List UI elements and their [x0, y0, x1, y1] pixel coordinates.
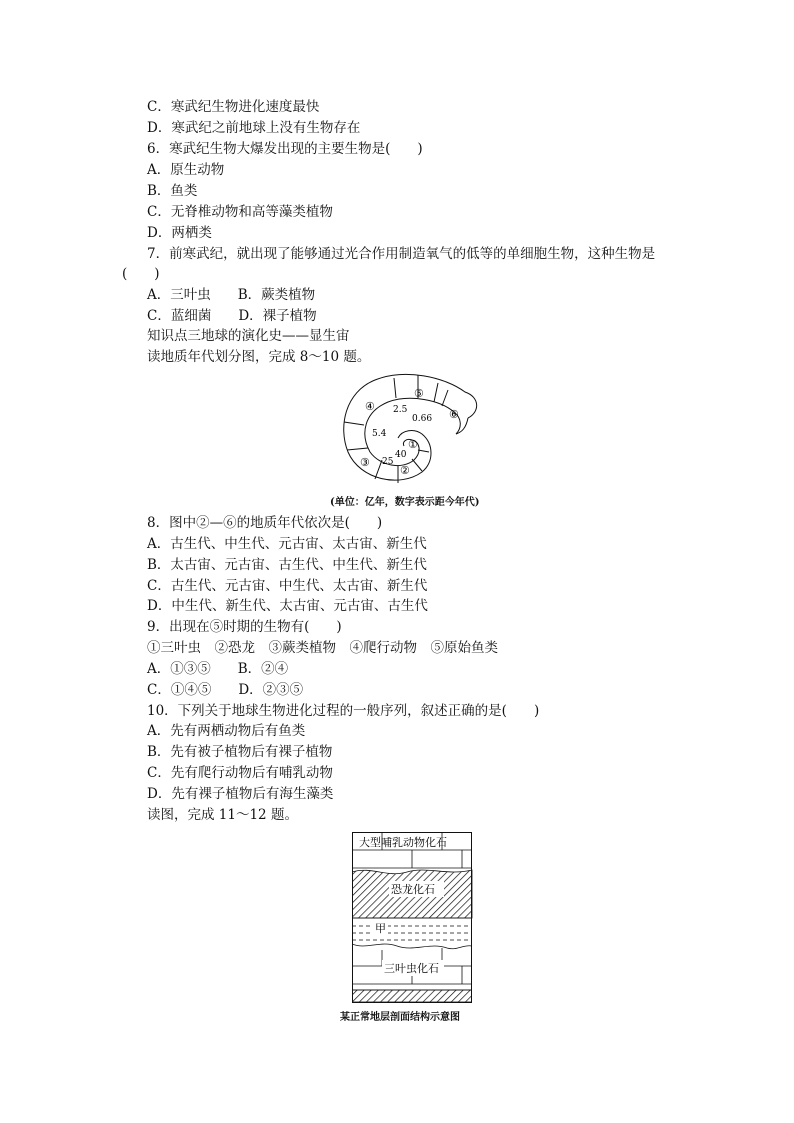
options-cd: C．①④⑤ D．②③⑤ — [147, 682, 304, 698]
question-9-items: ①三叶虫 ②恐龙 ③蕨类植物 ④爬行动物 ⑤原始鱼类 — [147, 640, 498, 656]
option-d: D．先有裸子植物后有海生藻类 — [147, 786, 334, 802]
question-9: 9．出现在⑤时期的生物有( ) — [147, 619, 342, 635]
label-0-66: 0.66 — [412, 414, 433, 424]
option-a: A．古生代、中生代、元古宙、太古宙、新生代 — [147, 536, 427, 552]
label-2-5: 2.5 — [393, 405, 408, 415]
question-8: 8．图中②—⑥的地质年代依次是( ) — [147, 515, 383, 531]
text-line: C．寒武纪生物进化速度最快 — [147, 99, 320, 115]
figure-instruction: 读地质年代划分图，完成 8～10 题。 — [147, 349, 371, 365]
layer-jia: 甲 — [375, 922, 386, 935]
text-line: D．寒武纪之前地球上没有生物存在 — [147, 120, 361, 136]
options-ab: A．①③⑤ B．②④ — [147, 661, 289, 677]
option-a: A．原生动物 — [147, 162, 225, 178]
option-d: D．中生代、新生代、太古宙、元古宙、古生代 — [147, 598, 428, 614]
label-5-4: 5.4 — [372, 429, 387, 439]
label-era-5: ⑤ — [414, 387, 424, 400]
question-6: 6．寒武纪生物大爆发出现的主要生物是( ) — [147, 141, 423, 157]
figure-instruction: 读图，完成 11～12 题。 — [147, 807, 298, 823]
option-b: B．先有被子植物后有裸子植物 — [147, 744, 333, 760]
section-heading: 知识点三地球的演化史——显生宙 — [147, 328, 350, 344]
layer-trilobite-fossils: 三叶虫化石 — [384, 962, 439, 975]
label-40: 40 — [395, 450, 407, 460]
layer-mammal-fossils: 大型哺乳动物化石 — [359, 836, 447, 849]
option-c: C．古生代、元古宙、中生代、太古宙、新生代 — [147, 578, 428, 594]
label-era-2: ② — [400, 464, 410, 477]
label-era-3: ③ — [360, 456, 370, 469]
label-25: 25 — [382, 457, 394, 467]
figure-2-caption: 某正常地层剖面结构示意图 — [340, 1012, 460, 1023]
label-era-1: ① — [408, 438, 418, 451]
geologic-time-figure — [330, 372, 490, 507]
geologic-spiral-diagram — [330, 372, 490, 492]
question-7-bracket: ( ) — [122, 266, 160, 282]
layer-dinosaur-fossils: 恐龙化石 — [391, 883, 435, 896]
strata-figure — [330, 832, 470, 1022]
label-era-6: ⑥ — [449, 408, 459, 421]
strata-section-diagram — [352, 832, 482, 1004]
option-c: C．先有爬行动物后有哺乳动物 — [147, 765, 333, 781]
question-7: 7．前寒武纪，就出现了能够通过光合作用制造氧气的低等的单细胞生物，这种生物是 — [147, 246, 656, 262]
options-cd: C．蓝细菌 D．裸子植物 — [147, 308, 317, 324]
option-d: D．两栖类 — [147, 225, 212, 241]
label-era-4: ④ — [365, 400, 375, 413]
options-ab: A．三叶虫 B．蕨类植物 — [147, 287, 316, 303]
option-c: C．无脊椎动物和高等藻类植物 — [147, 204, 333, 220]
option-b: B．太古宙、元古宙、古生代、中生代、新生代 — [147, 557, 427, 573]
figure-1-caption: (单位：亿年，数字表示距今年代) — [330, 497, 480, 508]
question-10: 10．下列关于地球生物进化过程的一般序列，叙述正确的是( ) — [147, 703, 540, 719]
option-a: A．先有两栖动物后有鱼类 — [147, 723, 306, 739]
option-b: B．鱼类 — [147, 183, 198, 199]
